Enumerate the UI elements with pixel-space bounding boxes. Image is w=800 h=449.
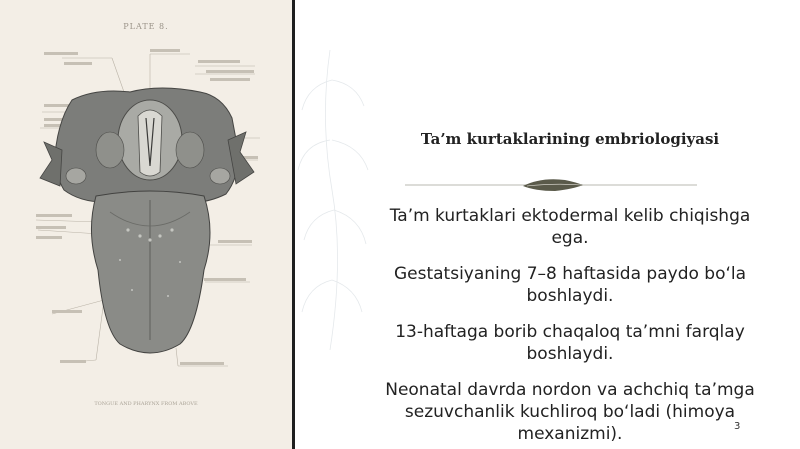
paragraph-gestation-week: Gestatsiyaning 7–8 haftasida paydo bo‘la boshlaydi. (393, 264, 747, 306)
leaf-divider-ornament (405, 177, 697, 193)
background-leaf-decoration (290, 40, 380, 360)
paragraph-ectodermal-origin: Ta’m kurtaklari ektodermal kelib chiqishga ega. (389, 206, 751, 248)
plate-caption: TONGUE AND PHARYNX FROM ABOVE (94, 401, 198, 407)
slide-title: Ta’m kurtaklarining embriologiyasi (420, 130, 720, 148)
paragraph-neonatal-sensitivity: Neonatal davrda nordon va achchiq ta’mga sezuvchanlik kuchliroq bo‘ladi (himoya mexanizmi). (385, 380, 755, 444)
tongue-illustration (0, 0, 292, 449)
plate-header: PLATE 8. (123, 22, 169, 31)
page-number: 3 (734, 421, 741, 432)
paragraph-taste-distinction: 13-haftaga borib chaqaloq ta’mni farqlay boshlaydi. (395, 322, 745, 364)
slide-body (372, 205, 768, 449)
anatomy-illustration-panel (0, 0, 292, 449)
